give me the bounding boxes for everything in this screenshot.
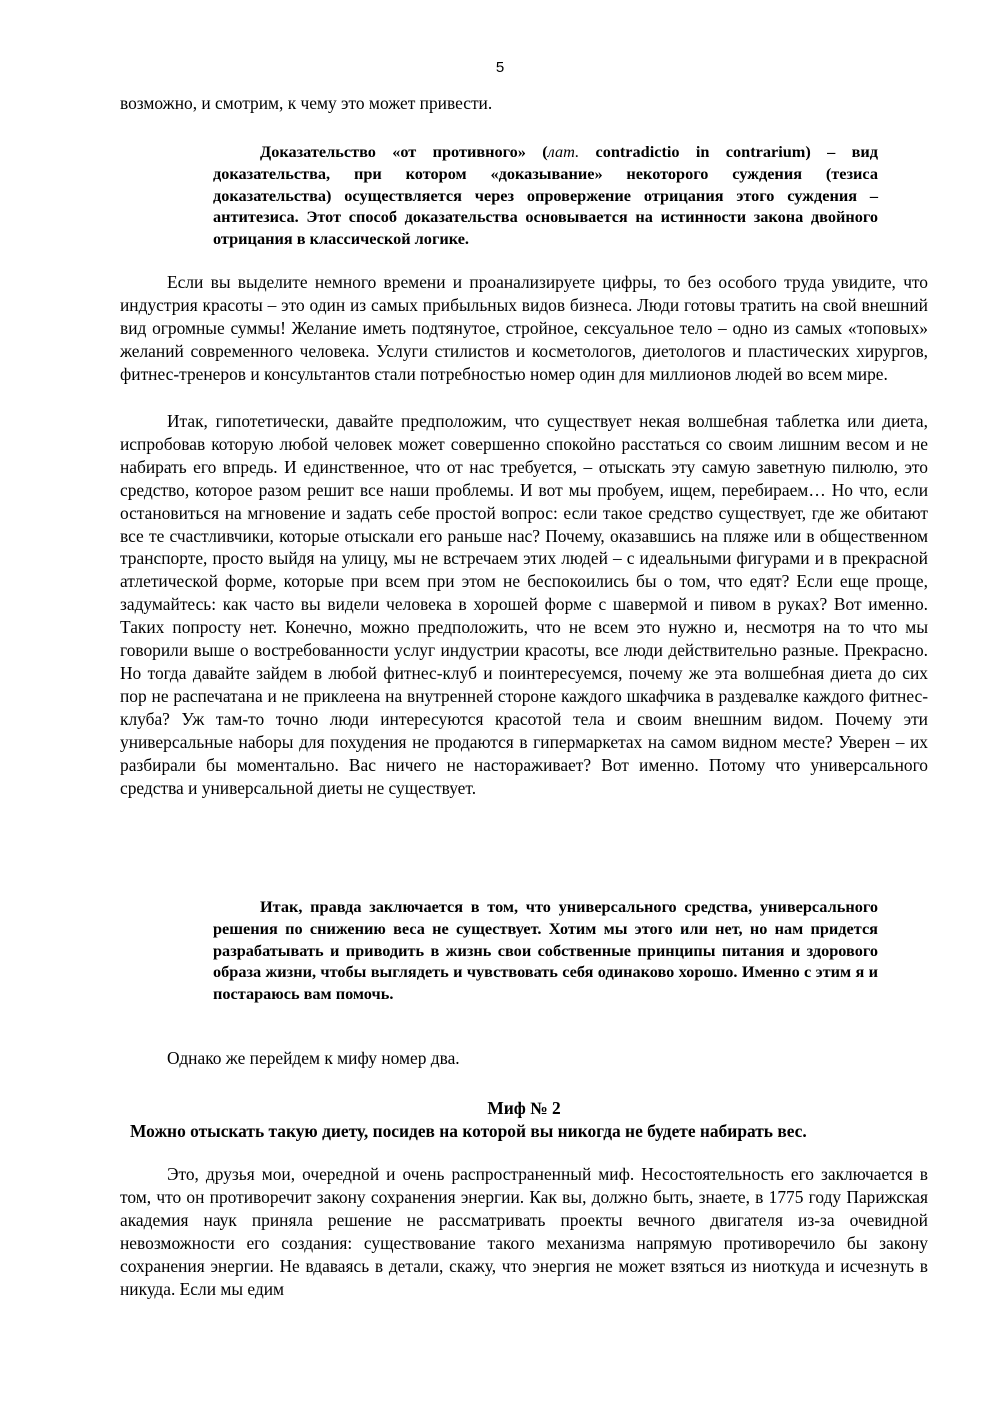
paragraph-hypothetical-diet: Итак, гипотетически, давайте предположим, что существует некая волшебная таблетка или диета, испробовав которую любой человек может совершенно спокойно расстаться со своим лишним весом и не набирать его впредь. И единственное, что от нас требуется, – отыскать эту самую заветную пилюлю, это средство, которое разом решит все наши проблемы. И вот мы пробуем, ищем, перебираем… Но что, если остановиться на мгновение и задать себе простой вопрос: если такое средство существует, где же обитают все те счастливчики, которые отыскали его раньше нас? Почему, оказавшись на пляже или в общественном транспорте, просто выйдя на улицу, мы не встречаем этих людей – с идеальными фигурами и в прекрасной атлетической форме, которые при всем при этом не беспокоились бы о том, что едят? Если еще проще, задумайтесь: как часто вы видели человека в хорошей форме с шавермой и пивом в руках? Вот именно. Таких попросту нет. Конечно, можно предположить, что не всем это нужно и, несмотря на то что мы говорили выше о востребованности услуг индустрии красоты, все люди действительно разные. Прекрасно. Но тогда давайте зайдем в любой фитнес-клуб и поинтересуемся, почему же эта волшебная диета до сих пор не распечатана и не приклеена на внутренней стороне каждого шкафчика в раздевалке каждого фитнес-клуба? Уж там-то точно люди интересуются красотой тела и своим внешним видом. Почему эти универсальные наборы для похудения не продаются в гипермаркетах на самом видном месте? Уверен – их разбирали бы моментально. Вас ничего не настораживает? Вот именно. Потому что универсального средства и универсальной диеты не существует. bbox=[120, 411, 928, 798]
transition-line: Однако же перейдем к мифу номер два. bbox=[167, 1048, 460, 1068]
page-number: 5 bbox=[495, 59, 505, 76]
paragraph-energy-conservation: Это, друзья мои, очередной и очень распространенный миф. Несостоятельность его заключается в том, что он противоречит закону сохранения энергии. Как вы, должно быть, знаете, в 1775 году Парижская академия наук приняла решение не рассматривать проекты вечного двигателя из-за очевидной невозможности его создания: существование такого механизма напрямую противоречило бы закону сохранения энергии. Не вдаваясь в детали, скажу, что энергия не может взяться из ниоткуда и исчезнуть в никуда. Если мы едим bbox=[120, 1164, 928, 1299]
myth-title: Миф № 2 bbox=[487, 1098, 561, 1118]
intro-line: возможно, и смотрим, к чему это может привести. bbox=[120, 93, 493, 113]
myth-subtitle: Можно отыскать такую диету, посидев на которой вы никогда не будете набирать вес. bbox=[130, 1121, 807, 1141]
definition-block bbox=[213, 141, 878, 250]
summary-block: Итак, правда заключается в том, что универсального средства, универсального решения по снижению веса не существует. Хотим мы этого или нет, но нам придется разрабатывать и приводить в жизнь свои собственные принципы питания и здорового образа жизни, чтобы выглядеть и чувствовать себя одинаково хорошо. Именно с этим я и постараюсь вам помочь. bbox=[213, 897, 878, 1004]
definition-text-start: Доказательство «от противного» ( bbox=[260, 142, 548, 161]
definition-lat-abbrev: лат. bbox=[547, 142, 580, 161]
definition-text-end: contradictio in contrarium) – вид доказательства, при котором «доказывание» некоторого суждения (тезиса доказательства) осуществляется через опровержение отрицания этого суждения – антитезиса. Этот способ доказательства основывается на истинности закона двойного отрицания в классической логике. bbox=[213, 142, 878, 249]
paragraph-beauty-industry: Если вы выделите немного времени и проанализируете цифры, то без особого труда увидите, что индустрия красоты – это один из самых прибыльных видов бизнеса. Люди готовы тратить на свой внешний вид огромные суммы! Желание иметь подтянутое, стройное, сексуальное тело – одно из самых «топовых» желаний современного человека. Услуги стилистов и косметологов, диетологов и пластических хирургов, фитнес-тренеров и консультантов стали потребностью номер один для миллионов людей во всем мире. bbox=[120, 272, 928, 384]
